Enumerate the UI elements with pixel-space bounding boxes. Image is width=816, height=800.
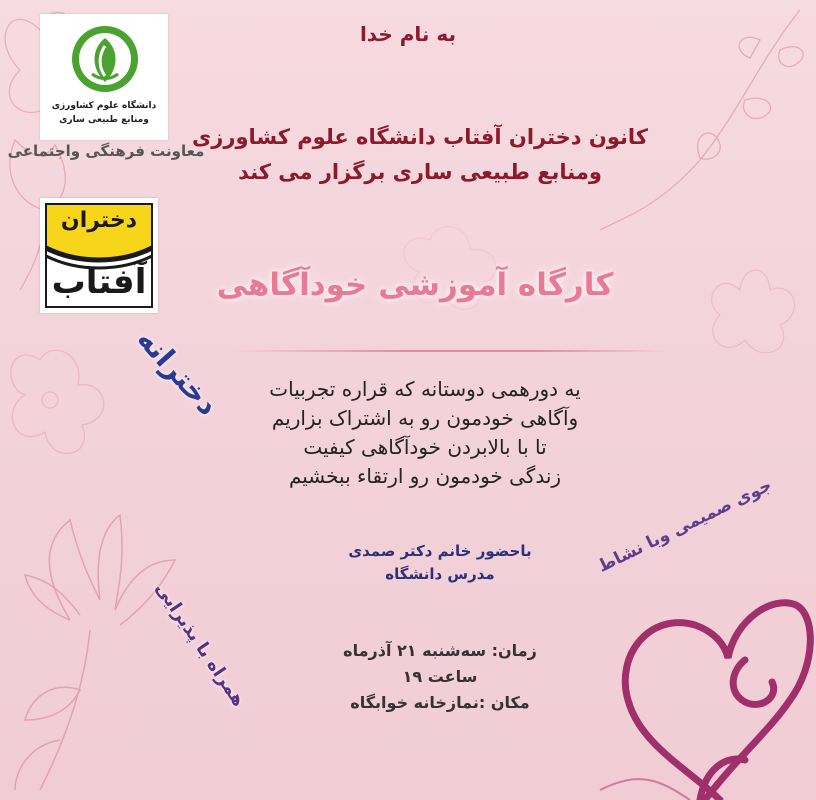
girls-only-label: دخترانه: [130, 321, 226, 423]
title-divider: [230, 350, 670, 352]
refreshments-label: همراه با پذیرایی: [150, 578, 250, 711]
event-time: زمان: سه‌شنبه ۲۱ آذرماه: [343, 641, 537, 660]
club-logo: [40, 198, 158, 313]
description-line: تا با بالابردن خودآگاهی کیفیت: [303, 435, 547, 459]
event-hour: ساعت ۱۹: [402, 667, 478, 686]
university-logo: [40, 14, 168, 140]
club-logo-bottom-word: آفتاب: [51, 262, 147, 302]
basmala-heading: به نام خدا: [359, 22, 457, 46]
description-line: زندگی خودمون رو ارتقاء ببخشیم: [288, 464, 562, 488]
event-place: مکان :نمازخانه خوابگاه: [350, 693, 530, 712]
workshop-title: کارگاه آموزشی خودآگاهی: [216, 267, 614, 303]
presenter-role: مدرس دانشگاه: [385, 565, 495, 583]
description-line: وآگاهی خودمون رو به اشتراک بزاریم: [271, 406, 579, 430]
host-statement: [190, 120, 650, 190]
atmosphere-label: جوی صمیمی وبا نشاط: [594, 475, 776, 577]
university-name-line2: ومنابع طبیعی ساری: [59, 115, 149, 125]
event-details: [330, 638, 550, 716]
presenter-name: باحضور خانم دکتر صمدی: [348, 542, 532, 560]
host-line1: کانون دختران آفتاب دانشگاه علوم کشاورزی: [192, 125, 648, 149]
club-logo-top-word: دختران: [60, 208, 138, 233]
host-line2: ومنابع طبیعی ساری برگزار می کند: [238, 160, 602, 184]
green-leaf-emblem-icon: [70, 24, 140, 94]
presenter-info: [320, 540, 560, 586]
flower-right-icon: [712, 270, 795, 353]
workshop-description: [250, 375, 600, 491]
heart-bottom-right-icon: [625, 603, 810, 800]
university-name-line1: دانشگاه علوم کشاورزی: [51, 101, 157, 111]
description-line: یه دورهمی دوستانه که قراره تجربیات: [269, 377, 581, 401]
vice-presidency-label: معاونت فرهنگی واجتماعی: [7, 142, 205, 160]
flower-middle-left-icon: [11, 350, 104, 453]
